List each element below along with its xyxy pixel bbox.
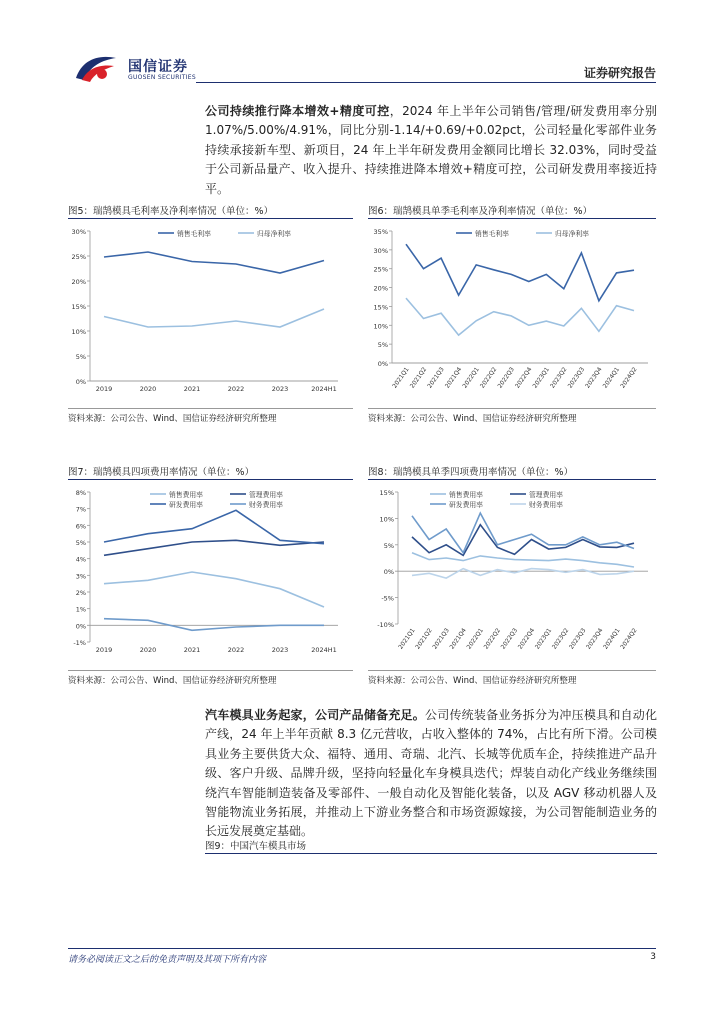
fig7-y-tick-label: 0% [75,622,86,631]
fig8-y-tick-label: -10% [377,621,394,629]
fig6-x-tick-label: 2021Q2 [408,366,429,390]
fig8-x-tick-label: 2022Q3 [499,627,520,651]
fig8-y-tick-label: 5% [383,541,394,550]
fig6-x-tick-label: 2023Q4 [584,366,604,390]
fig8-x-tick-label: 2023Q3 [568,627,588,651]
fig7-y-tick-label: -1% [73,639,86,647]
figure-7-title: 图7：瑞鹄模具四项费用率情况（单位：%） [68,467,255,478]
page-header [0,0,724,90]
fig6-y-tick-label: 15% [373,303,388,312]
header-divider [196,82,656,83]
figure-5-source-rule [68,408,353,409]
fig7-y-tick-label: 2% [75,589,86,597]
fig5-y-tick-label: 25% [71,253,86,261]
fig8-legend-label: 财务费用率 [529,501,563,509]
fig6-series-line-0 [406,244,634,301]
figure-5-source: 资料来源：公司公告、Wind、国信证券经济研究所整理 [68,414,277,424]
figure-8-source-rule [368,670,656,671]
fig6-y-tick-label: 25% [373,265,388,274]
fig7-y-tick-label: 1% [75,605,86,614]
fig7-y-tick-label: 8% [75,489,86,497]
fig5-x-tick-label: 2019 [95,385,113,393]
fig8-legend-label: 研发费用率 [449,501,483,509]
fig6-y-tick-label: 35% [373,228,388,236]
fig7-series-line-2 [104,510,324,543]
figure-9-title: 图9：中国汽车模具市场 [205,841,307,852]
fig8-x-tick-label: 2023Q1 [533,627,554,651]
figure-8-chart [368,482,656,669]
fig6-x-tick-label: 2023Q3 [566,366,587,390]
fig8-x-tick-label: 2022Q2 [482,627,503,651]
fig7-legend-label: 财务费用率 [249,501,283,509]
figure-6-chart [368,221,656,408]
fig6-x-tick-label: 2024Q2 [619,366,639,390]
fig8-y-tick-label: 0% [383,568,394,577]
footer-disclaimer: 请务必阅读正文之后的免责声明及其项下所有内容 [68,955,267,965]
figure-6 [368,203,656,428]
fig6-x-tick-label: 2021Q4 [443,366,464,390]
fig8-x-tick-label: 2021Q4 [448,627,468,651]
fig8-legend-label: 销售费用率 [449,491,483,499]
report-type-label: 证券研究报告 [583,66,656,80]
fig7-x-tick-label: 2023 [271,646,289,654]
fig8-x-tick-label: 2024Q2 [619,627,639,651]
fig8-legend-label: 管理费用率 [529,491,563,499]
figure-9-rule [205,853,657,854]
fig8-x-tick-label: 2021Q3 [431,627,451,651]
fig8-x-tick-label: 2022Q4 [516,627,537,651]
figure-5 [68,203,353,428]
logo-chinese-name: 国信证券 [128,59,188,75]
figure-7-chart [68,482,353,669]
fig6-x-tick-label: 2022Q4 [514,366,534,390]
fig6-y-tick-label: 5% [377,341,388,350]
fig7-x-tick-label: 2021 [183,646,201,654]
figure-9 [205,838,657,858]
fig8-x-tick-label: 2021Q1 [397,627,417,651]
figure-6-title: 图6：瑞鹄模具单季毛利率及净利率情况（单位：%） [368,206,593,217]
figure-5-title: 图5：瑞鹄模具毛利率及净利率情况（单位：%） [68,206,274,217]
figure-8-source: 资料来源：公司公告、Wind、国信证券经济研究所整理 [368,676,577,686]
fig6-y-tick-label: 10% [373,322,388,331]
fig5-y-tick-label: 0% [75,378,86,386]
fig5-x-tick-label: 2020 [139,385,157,393]
fig7-y-tick-label: 5% [75,539,86,547]
fig6-x-tick-label: 2022Q1 [461,366,481,390]
fig8-x-tick-label: 2023Q4 [585,627,605,651]
fig5-x-tick-label: 2021 [183,385,201,393]
fig8-x-tick-label: 2024Q1 [602,627,622,651]
fig7-x-tick-label: 2022 [227,646,245,654]
figure-6-source-rule [368,408,656,409]
fig6-legend-label: 归母净利率 [555,230,589,238]
fig7-series-line-1 [104,540,324,555]
fig5-legend-label: 归母净利率 [257,230,291,238]
fig7-y-tick-label: 6% [75,522,86,531]
fig6-x-tick-label: 2023Q2 [549,366,569,390]
fig7-legend-label: 管理费用率 [249,491,283,499]
fig6-x-tick-label: 2024Q1 [601,366,622,390]
fig6-legend-label: 销售毛利率 [475,230,509,238]
fig5-series-line-1 [104,309,324,327]
footer-divider [68,948,656,949]
fig8-y-tick-label: -5% [381,594,394,603]
fig5-series-line-0 [104,252,324,273]
fig7-x-tick-label: 2019 [95,646,113,654]
fig6-x-tick-label: 2022Q3 [496,366,516,390]
fig6-x-tick-label: 2023Q1 [531,366,551,390]
fig5-y-tick-label: 10% [71,328,86,336]
fig7-y-tick-label: 7% [75,505,86,514]
paragraph-mould-business-lead: 汽车模具业务起家，公司产品储备充足。 [205,708,425,722]
paragraph-mould-business [205,706,657,842]
guosen-logo-icon [72,52,120,84]
fig5-y-tick-label: 5% [75,353,86,361]
fig5-x-tick-label: 2023 [271,385,289,393]
fig7-series-line-0 [104,572,324,607]
figure-8 [368,464,656,686]
fig7-series-line-3 [104,619,324,631]
figure-8-title: 图8：瑞鹄模具单季四项费用率情况（单位：%） [368,467,574,478]
fig6-y-tick-label: 0% [377,360,388,368]
fig8-y-tick-label: 15% [379,489,394,497]
fig7-legend-label: 研发费用率 [169,501,203,509]
fig5-x-tick-label: 2022 [227,385,245,393]
figure-5-rule [68,218,353,219]
logo-english-name: GUOSEN SECURITIES [128,74,197,81]
fig8-series-line-3 [412,569,634,579]
figure-5-chart [68,221,353,408]
fig6-x-tick-label: 2021Q3 [426,366,446,390]
figure-7 [68,464,353,686]
figure-7-rule [68,479,353,480]
fig8-x-tick-label: 2021Q2 [414,627,434,651]
figure-7-source: 资料来源：公司公告、Wind、国信证券经济研究所整理 [68,676,277,686]
fig5-y-tick-label: 30% [71,228,86,236]
fig8-y-tick-label: 10% [379,515,394,524]
figure-8-rule [368,479,656,480]
fig8-series-line-0 [412,553,634,567]
paragraph-cost-control-body: ，2024 年上半年公司销售/管理/研发费用率分别 1.07%/5.00%/4.91%，同比分别-1.14/+0.69/+0.02pct，公司轻量化零部件业务持续承接新车型、新项目，24 年上半年研发费用金额同比增长 32.03%，同时受益于公司新品量产、收入提升、持续推进降本增效+精度可控，公司研发费用率接近持平。 [205,104,657,196]
fig8-x-tick-label: 2022Q1 [465,627,485,651]
fig6-x-tick-label: 2022Q2 [478,366,499,390]
fig5-legend-label: 销售毛利率 [177,230,211,238]
fig5-x-tick-label: 2024H1 [311,385,337,393]
figure-6-source: 资料来源：公司公告、Wind、国信证券经济研究所整理 [368,414,577,424]
fig7-legend-label: 销售费用率 [169,491,203,499]
fig6-y-tick-label: 20% [373,284,388,293]
paragraph-cost-control-lead: 公司持续推行降本增效+精度可控 [205,104,390,118]
figure-6-rule [368,218,656,219]
fig5-y-tick-label: 20% [71,278,86,286]
fig7-y-tick-label: 4% [75,555,86,564]
fig7-x-tick-label: 2024H1 [311,646,337,654]
fig6-x-tick-label: 2021Q1 [391,366,411,390]
fig8-x-tick-label: 2023Q2 [550,627,571,651]
fig7-x-tick-label: 2020 [139,646,157,654]
fig6-y-tick-label: 30% [373,246,388,255]
fig5-y-tick-label: 15% [71,303,86,311]
fig6-series-line-1 [406,298,634,335]
paragraph-cost-control [205,102,657,199]
paragraph-mould-business-body: 公司传统装备业务拆分为冲压模具和自动化产线，24 年上半年贡献 8.3 亿元营收，占收入整体的 74%，占比有所下滑。公司模具业务主要供货大众、福特、通用、奇瑞、北汽、长城等优质车企，持续推进产品升级、客户升级、品牌升级，坚持向轻量化车身模具迭代；焊装自动化产线业务继续围绕汽车智能制造装备及零部件、一般自动化及智能化装备，以及 AGV 移动机器人及智能物流业务拓展，并推动上下游业务整合和市场资源嫁接，为公司智能制造业务的长远发展奠定基础。 [205,708,657,839]
page-number: 3 [650,952,656,962]
figure-7-source-rule [68,670,353,671]
fig7-y-tick-label: 3% [75,572,86,581]
